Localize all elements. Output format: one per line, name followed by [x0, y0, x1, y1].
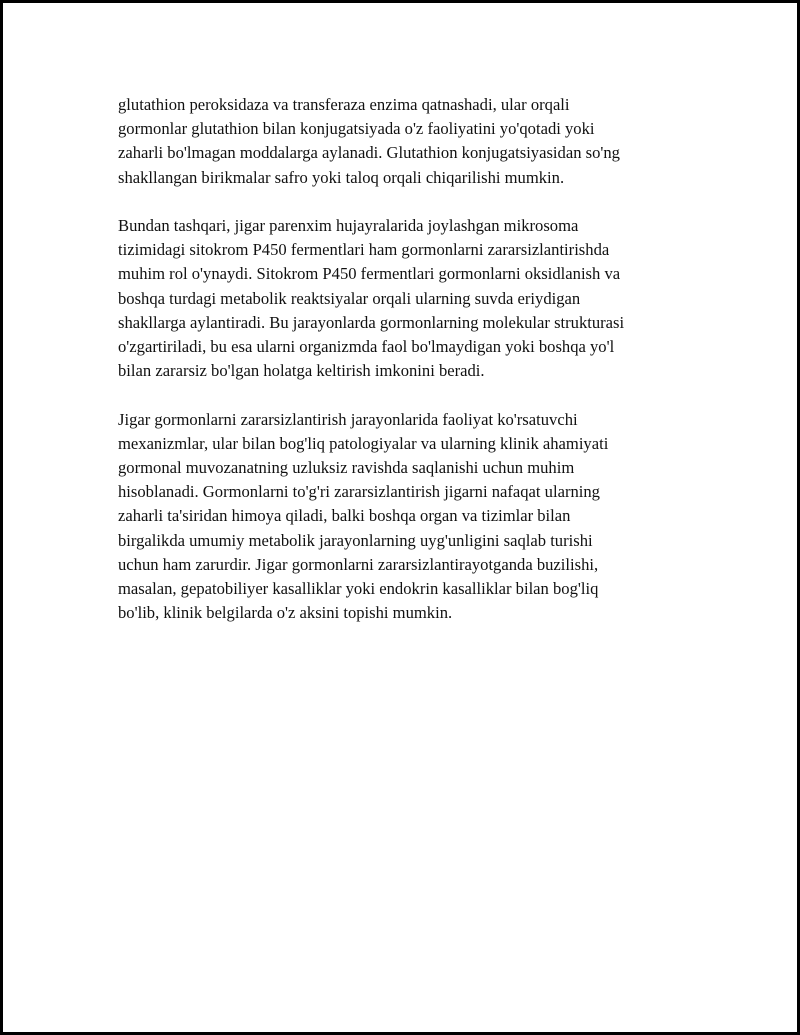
- paragraph-1: glutathion peroksidaza va transferaza enzima qatnashadi, ular orqali gormonlar glutathion bilan konjugatsiyada o'z faoliyatini yo'qotadi yoki zaharli bo'lmagan moddalarga aylanadi. Glutathion konjugatsiyasidan so'ng shakllangan birikmalar safro yoki taloq orqali chiqarilishi mumkin.: [118, 95, 620, 187]
- document-body: [118, 93, 688, 650]
- paragraph-3: Jigar gormonlarni zararsizlantirish jarayonlarida faoliyat ko'rsatuvchi mexanizmlar, ular bilan bog'liq patologiyalar va ularning klinik ahamiyati gormonal muvozanatning uzluksiz ravishda saqlanishi uchun muhim hisoblanadi. Gormonlarni to'g'ri zararsizlantirish jigarni nafaqat ularning zaharli ta'siridan himoya qiladi, balki boshqa organ va tizimlar bilan birgalikda umumiy metabolik jarayonlarning uyg'unligini saqlab turishi uchun ham zarurdir. Jigar gormonlarni zararsizlantirayotganda buzilishi, masalan, gepatobiliyer kasalliklar yoki endokrin kasalliklar bilan bog'liq bo'lib, klinik belgilarda o'z aksini topishi mumkin.: [118, 409, 609, 623]
- paragraph-2: Bundan tashqari, jigar parenxim hujayralarida joylashgan mikrosoma tizimidagi sitokrom P450 fermentlari ham gormonlarni zararsizlantirishda muhim rol o'ynaydi. Sitokrom P450 fermentlari gormonlarni oksidlanish va boshqa turdagi metabolik reaktsiyalar orqali ularning suvda eriydigan shakllarga aylantiradi. Bu jarayonlarda gormonlarning molekular strukturasi o'zgartiriladi, bu esa ularni organizmda faol bo'lmaydigan yoki boshqa yo'l bilan zararsiz bo'lgan holatga keltirish imkonini beradi.: [118, 216, 625, 381]
